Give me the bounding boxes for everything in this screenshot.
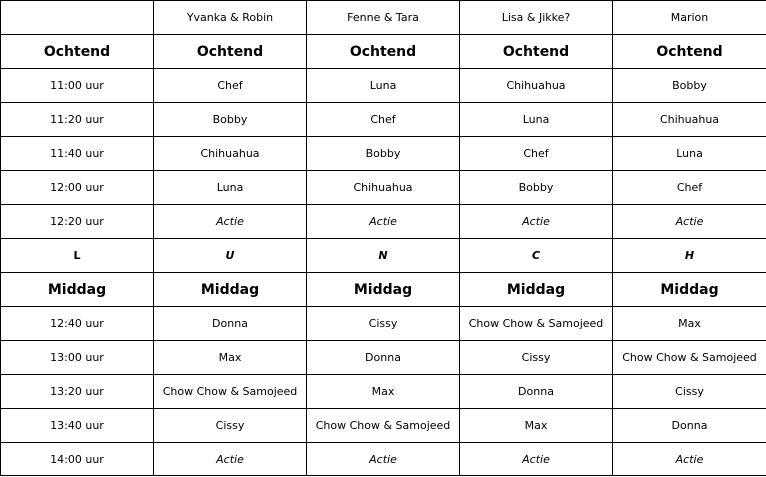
lunch-letter: C (460, 239, 613, 273)
dog-cell: Cissy (154, 409, 307, 443)
action-cell: Actie (460, 205, 613, 239)
section-label: Middag (307, 273, 460, 307)
dog-cell: Max (460, 409, 613, 443)
dog-cell: Chihuahua (613, 103, 766, 137)
dog-cell: Cissy (307, 307, 460, 341)
schedule-row (1, 307, 766, 341)
lunch-letter: N (307, 239, 460, 273)
dog-cell: Chihuahua (460, 69, 613, 103)
dog-cell: Chow Chow & Samojeed (460, 307, 613, 341)
section-label: Middag (613, 273, 766, 307)
schedule-row (1, 409, 766, 443)
section-label: Ochtend (307, 35, 460, 69)
time-cell: 11:40 uur (1, 137, 154, 171)
dog-cell: Luna (307, 69, 460, 103)
time-cell: 14:00 uur (1, 443, 154, 476)
section-label: Middag (1, 273, 154, 307)
dog-cell: Luna (460, 103, 613, 137)
dog-cell: Chef (613, 171, 766, 205)
schedule-row (1, 171, 766, 205)
section-label: Middag (460, 273, 613, 307)
team-name: Marion (613, 1, 766, 35)
time-cell: 12:00 uur (1, 171, 154, 205)
dog-cell: Max (613, 307, 766, 341)
dog-cell: Donna (154, 307, 307, 341)
dog-cell: Chef (307, 103, 460, 137)
section-label: Ochtend (154, 35, 307, 69)
schedule-row (1, 205, 766, 239)
action-cell: Actie (307, 443, 460, 476)
action-cell: Actie (307, 205, 460, 239)
dog-cell: Bobby (613, 69, 766, 103)
dog-cell: Max (307, 375, 460, 409)
team-name: Lisa & Jikke? (460, 1, 613, 35)
dog-cell: Donna (460, 375, 613, 409)
schedule-row (1, 137, 766, 171)
action-cell: Actie (613, 443, 766, 476)
section-label: Middag (154, 273, 307, 307)
dog-cell: Donna (613, 409, 766, 443)
dog-cell: Chow Chow & Samojeed (307, 409, 460, 443)
afternoon-header-row (1, 273, 766, 307)
dog-cell: Bobby (460, 171, 613, 205)
time-cell: 11:00 uur (1, 69, 154, 103)
time-cell: 12:20 uur (1, 205, 154, 239)
time-cell: 13:40 uur (1, 409, 154, 443)
dog-cell: Chef (154, 69, 307, 103)
dog-cell: Max (154, 341, 307, 375)
team-name: Fenne & Tara (307, 1, 460, 35)
team-name: Yvanka & Robin (154, 1, 307, 35)
lunch-letter: L (1, 239, 154, 273)
dog-cell: Chihuahua (307, 171, 460, 205)
section-label: Ochtend (613, 35, 766, 69)
schedule-row (1, 375, 766, 409)
action-cell: Actie (154, 443, 307, 476)
time-cell: 13:00 uur (1, 341, 154, 375)
dog-cell: Bobby (154, 103, 307, 137)
lunch-row (1, 239, 766, 273)
corner-cell (1, 1, 154, 35)
dog-cell: Bobby (307, 137, 460, 171)
dog-cell: Cissy (613, 375, 766, 409)
action-cell: Actie (460, 443, 613, 476)
schedule-row (1, 341, 766, 375)
schedule-row (1, 443, 766, 476)
lunch-letter: U (154, 239, 307, 273)
dog-cell: Luna (154, 171, 307, 205)
dog-cell: Chihuahua (154, 137, 307, 171)
dog-cell: Cissy (460, 341, 613, 375)
schedule-row (1, 103, 766, 137)
dog-cell: Chef (460, 137, 613, 171)
time-cell: 13:20 uur (1, 375, 154, 409)
schedule-row (1, 69, 766, 103)
dog-cell: Donna (307, 341, 460, 375)
dog-cell: Luna (613, 137, 766, 171)
time-cell: 12:40 uur (1, 307, 154, 341)
action-cell: Actie (613, 205, 766, 239)
section-label: Ochtend (1, 35, 154, 69)
team-header-row (1, 1, 766, 35)
lunch-letter: H (613, 239, 766, 273)
dog-cell: Chow Chow & Samojeed (613, 341, 766, 375)
morning-header-row (1, 35, 766, 69)
section-label: Ochtend (460, 35, 613, 69)
time-cell: 11:20 uur (1, 103, 154, 137)
dog-cell: Chow Chow & Samojeed (154, 375, 307, 409)
action-cell: Actie (154, 205, 307, 239)
